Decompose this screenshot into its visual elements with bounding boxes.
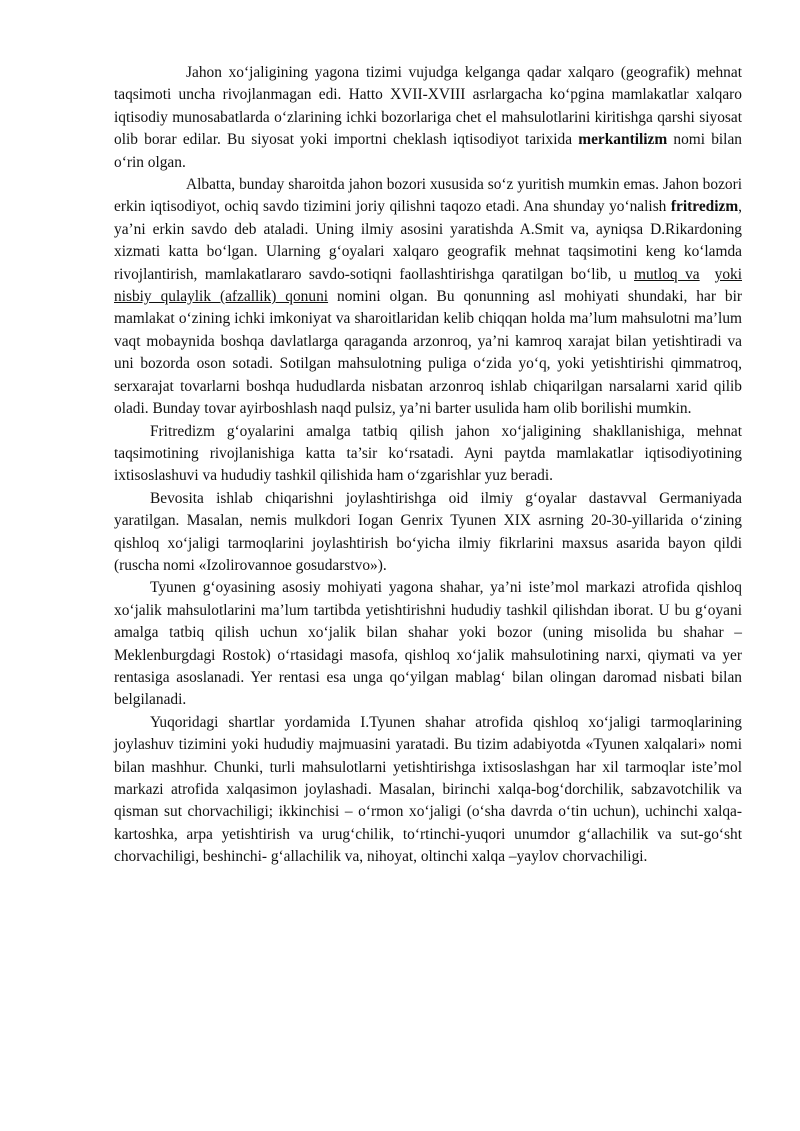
text-run: , ya’ni erkin savdo deb ataladi. Uning ilmiy asosini yaratishda A.Smit va, ayniqsa D.Rikardoning xizmati katta bo‘lgan. Ularning g‘oyalari xalqaro geografik mehnat taqsimotini keng ko‘lamda rivojlantirish, mamlakatlararo savdo-sotiqni faollashtirishga qaratilgan bo‘lib, u xyxy=(114,198,742,283)
text-run: Tyunen g‘oyasining asosiy mohiyati yagona shahar, ya’ni iste’mol markazi atrofida qishloq xo‘jalik mahsulotlarini ma’lum tartibda yetishtirishni hududiy tashkil qilishdan iborat. U bu g‘oyani amalga tatbiq qilish uchun xo‘jalik bilan shahar yoki bozor (uning misolida bu shahar –Meklenburgdagi Rostok) o‘rtasidagi masofa, qishloq xo‘jalik mahsulotining narxi, qiymati va yer rentasiga asoslanadi. Yer rentasi esa unga qo‘yilgan mablag‘ bilan olingan daromad nisbati bilan belgilanadi. xyxy=(114,579,742,709)
text-run: nomi bilan o‘rin olgan. xyxy=(114,131,742,171)
paragraph-free-trade xyxy=(114,174,742,420)
text-run-space xyxy=(700,266,715,283)
paragraph-free-trade-impact xyxy=(114,421,742,488)
term-merkantilizm: merkantilizm xyxy=(578,131,668,149)
text-run: Jahon xo‘jaligining yagona tizimi vujudga kelganga qadar xalqaro (geografik) mehnat taqsimoti uncha rivojlanmagan edi. Hatto XVII-XVIII asrlargacha ko‘pgina mamlakatlar xalqaro iqtisodiy munosabatlarda o‘zlarining ichki bozorlariga chet el mahsulotlarini kiritishga qarshi siyosat olib borar edilar. Bu siyosat yoki importni cheklash iqtisodiyot tarixida xyxy=(114,64,742,149)
paragraph-tyunen-rings xyxy=(114,712,742,869)
text-run: Albatta, bunday sharoitda jahon bozori xususida so‘z yuritish mumkin emas. Jahon bozori erkin iqtisodiyot, ochiq savdo tizimini joriy qilishni taqozo etadi. Ana shunday yo‘nalish xyxy=(114,176,742,216)
text-run: Fritredizm g‘oyalarini amalga tatbiq qilish jahon xo‘jaligining shakllanishiga, mehnat taqsimotining rivojlanishiga katta ta’sir ko‘rsatadi. Ayni paytda mamlakatlar iqtisodiyotining ixtisoslashuvi va hududiy tashkil qilishida ham o‘zgarishlar yuz beradi. xyxy=(114,422,742,485)
term-fritredizm: fritredizm xyxy=(670,198,739,216)
text-run: Bevosita ishlab chiqarishni joylashtirishga oid ilmiy g‘oyalar dastavval Germaniyada yaratilgan. Masalan, nemis mulkdori Iogan Genrix Tyunen XIX asrning 20-30-yillarida o‘zining qishloq xo‘jaligi tarmoqlarini joylashtirish bo‘yicha ilmiy fikrlarini maxsus asarida bayon qildi (ruscha nomi «Izolirovannoe gosudarstvo»). xyxy=(114,489,742,574)
paragraph-mercantilism xyxy=(114,62,742,174)
paragraph-tyunen-idea xyxy=(114,577,742,711)
paragraph-germany-ideas xyxy=(114,488,742,578)
text-run: nomini olgan. Bu qonunning asl mohiyati shundaki, har bir mamlakat o‘zining ichki imkoniyat va sharoitlaridan kelib chiqqan holda ma’lum mahsulotni ma’lum vaqt mobaynida boshqa davlatlarga qaraganda arzonroq, ya’ni kamroq xarajat bilan yetishtiradi va uni bozorda oson sotadi. Sotilgan mahsulotning puliga o‘zida yo‘q, yoki yetishtirishi qimmatroq, serxarajat tovarlarni boshqa hududlarda nisbatan arzonroq ishlab chiqarilgan narsalarni xarid qilib oladi. Bunday tovar ayirboshlash naqd pulsiz, ya’ni barter usulida ham olib borilishi mumkin. xyxy=(114,288,743,418)
text-run: Yuqoridagi shartlar yordamida I.Tyunen shahar atrofida qishloq xo‘jaligi tarmoqlarining joylashuv tizimini yoki hududiy majmuasini yaratadi. Bu tizim adabiyotda «Tyunen xalqalari» nomi bilan mashhur. Chunki, turli mahsulotlarni yetishtirishga ixtisoslashgan har xil tarmoqlar iste’mol markazi atrofida xalqasimon joylashadi. Masalan, birinchi xalqa-bog‘dorchilik, sabzavotchilik va qisman sut chorvachiligi; ikkinchisi – o‘rmon xo‘jaligi (o‘sha davrda o‘tin uchun), uchinchi xalqa- kartoshka, arpa yetishtirish va urug‘chilik, to‘rtinchi-yuqori unumdor g‘allachilik va sut-go‘sht chorvachiligi, beshinchi- g‘allachilik va, nihoyat, oltinchi xalqa –yaylov chorvachiligi. xyxy=(114,713,742,866)
underlined-term-comparative-advantage: yoki nisbiy qulaylik (afzallik) qonuni xyxy=(114,265,743,306)
underlined-term-absolute: mutloq va xyxy=(634,265,700,283)
